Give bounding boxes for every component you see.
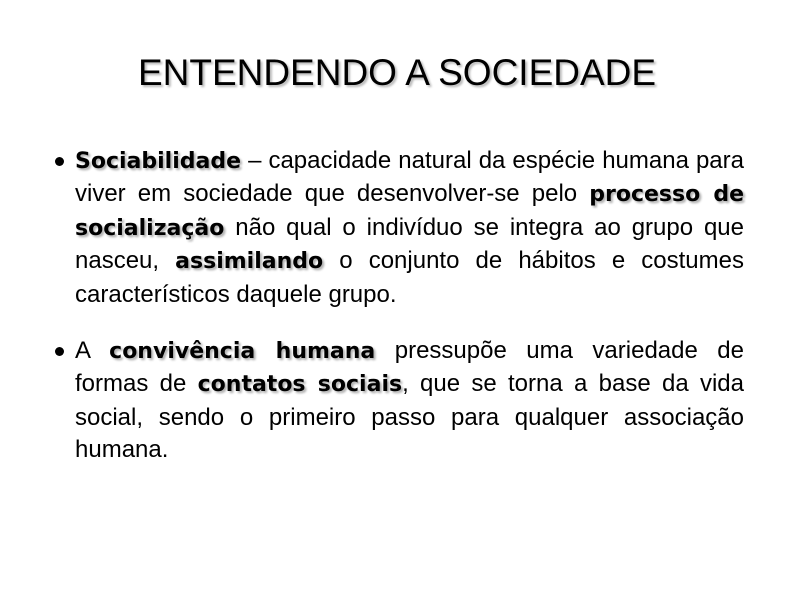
term-processo-de-socializacao: processo de socialização [75, 182, 744, 241]
bullet-dot-icon [55, 157, 64, 166]
bullet-text: – capacidade natural da espécie humana para viver em sociedade que desenvolver-se pelo [75, 147, 744, 208]
bullet-text: A [75, 337, 110, 365]
bullet-sociabilidade [75, 145, 744, 311]
bullet-dot-icon [55, 347, 64, 356]
term-sociabilidade: Sociabilidade [75, 149, 242, 174]
bullet-text: o conjunto de hábitos e costumes característicos daquele grupo. [75, 247, 744, 308]
term-contatos-sociais: contatos sociais [197, 372, 403, 398]
term-assimilando: assimilando [175, 249, 324, 275]
slide-title: ENTENDENDO A SOCIEDADE [137, 52, 657, 93]
bullet-list [75, 145, 744, 467]
bullet-text: pressupõe uma variedade de formas de [75, 337, 744, 398]
bullet-convivencia [75, 335, 744, 467]
bullet-text: , que se torna a base da vida social, sendo o primeiro passo para qualquer associação humana. [75, 370, 744, 464]
bullet-text: não qual o indivíduo se integra ao grupo que nasceu, [75, 213, 744, 275]
term-convivencia-humana: convivência humana [109, 339, 376, 365]
